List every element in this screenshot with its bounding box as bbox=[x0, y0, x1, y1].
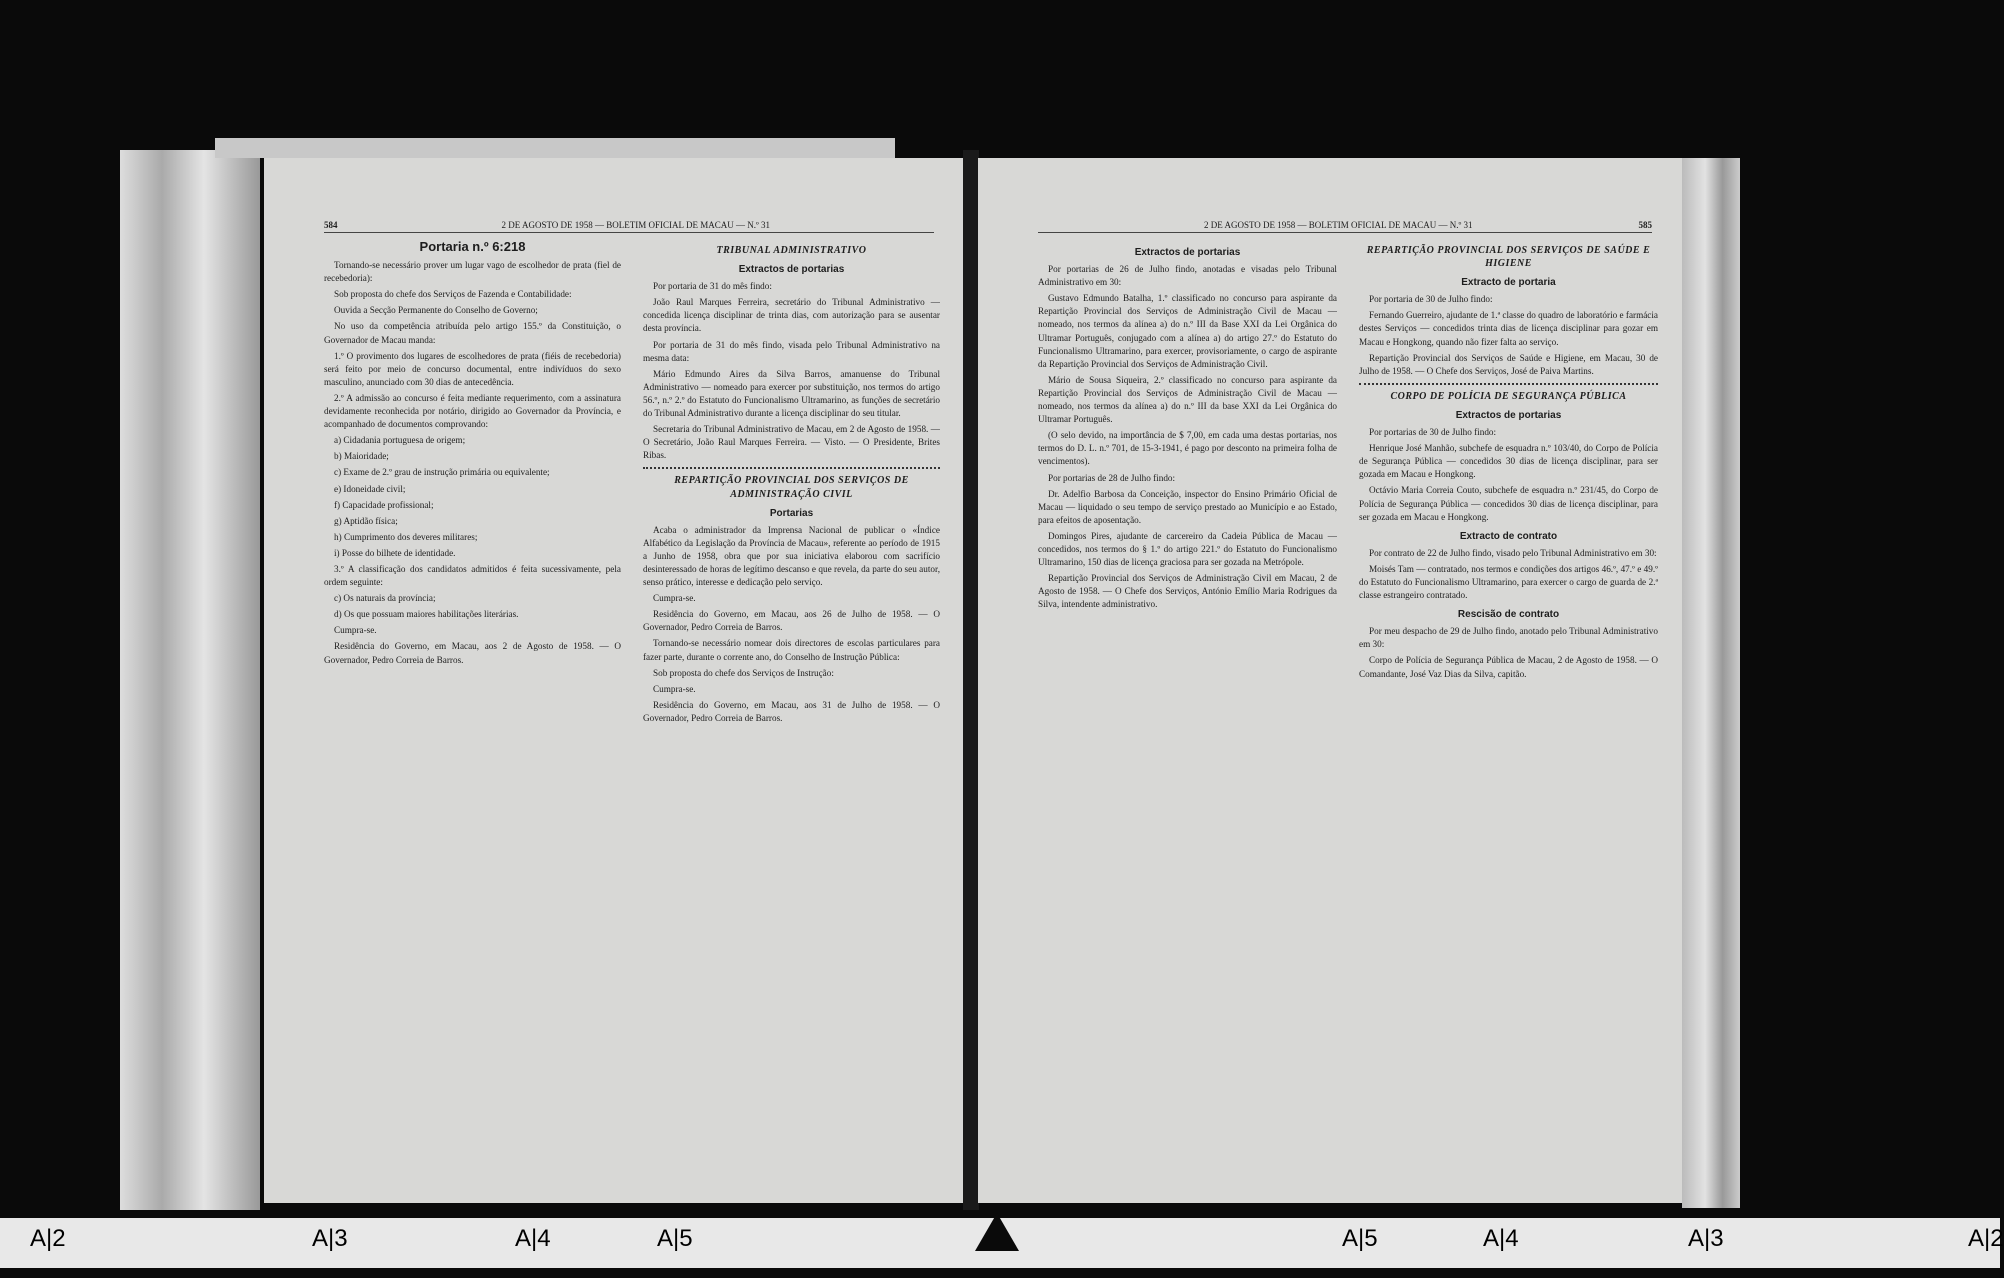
paragraph: Por portaria de 30 de Julho findo: bbox=[1369, 294, 1493, 305]
paragraph: Cumpra-se. bbox=[653, 683, 696, 694]
paragraph: Acaba o administrador da Imprensa Nacional de publicar o «Índice Alfabético da Legislação da Província de Macau», referente ao período de 1915 a Junho de 1958, obra que por sua iniciativa elaborou com sacrifício desinteressado de horas de legítimo descanso e que revela, da parte do seu autor, senso prático, interesse e dedicação pelo serviço. bbox=[643, 524, 940, 588]
frame-mark: A|2 bbox=[30, 1225, 66, 1252]
subhead-extractos-right: Extractos de portarias bbox=[1134, 247, 1241, 258]
paragraph: Por portarias de 26 de Julho findo, anotadas e visadas pelo Tribunal Administrativo em 30: bbox=[1038, 264, 1337, 288]
section-tribunal: TRIBUNAL ADMINISTRATIVO bbox=[716, 245, 867, 256]
paragraph: c) Os naturais da província; bbox=[334, 593, 436, 604]
page-edges-left bbox=[120, 150, 260, 1210]
paragraph: Tornando-se necessário nomear dois directores de escolas particulares para fazer parte, durante o corrente ano, do Conselho de Instrução Pública: bbox=[643, 638, 940, 662]
portaria-title: Portaria n.º 6:218 bbox=[419, 239, 526, 254]
paragraph: b) Maioridade; bbox=[334, 451, 389, 462]
frame-mark: A|5 bbox=[657, 1225, 693, 1252]
paragraph: No uso da competência atribuída pelo artigo 155.º da Constituição, o Governador de Macau manda: bbox=[324, 321, 621, 345]
right-column-2 bbox=[1359, 240, 1658, 684]
right-header-text: 2 DE AGOSTO DE 1958 — BOLETIM OFICIAL DE MACAU — N.º 31 bbox=[1203, 220, 1473, 230]
divider bbox=[643, 467, 940, 469]
book-gutter bbox=[963, 150, 979, 1210]
divider bbox=[1359, 383, 1658, 385]
paragraph: Corpo de Polícia de Segurança Pública de Macau, 2 de Agosto de 1958. — O Comandante, José Vaz Dias da Silva, capitão. bbox=[1359, 655, 1658, 679]
paragraph: Repartição Provincial dos Serviços de Saúde e Higiene, em Macau, 30 de Julho de 1958. — O Chefe dos Serviços, José de Paiva Martins. bbox=[1359, 352, 1658, 376]
left-page bbox=[264, 158, 964, 1203]
paragraph: Por portaria de 31 do mês findo: bbox=[653, 281, 772, 292]
paragraph: Tornando-se necessário prover um lugar vago de escolhedor de prata (fiel de recebedoria): bbox=[324, 260, 621, 284]
paragraph: Cumpra-se. bbox=[653, 593, 696, 604]
frame-mark: A|4 bbox=[1483, 1225, 1519, 1252]
paragraph: 3.º A classificação dos candidatos admitidos é feita sucessivamente, pela ordem seguinte: bbox=[324, 563, 621, 588]
subhead-rescisao: Rescisão de contrato bbox=[1457, 609, 1560, 621]
left-running-header bbox=[324, 220, 934, 233]
paragraph: h) Cumprimento dos deveres militares; bbox=[334, 531, 478, 542]
paragraph: 2.º A admissão ao concurso é feita mediante requerimento, com a assinatura devidamente reconhecida por notário, dirigido ao Governador da Província, e acompanhado de documentos comprovando: bbox=[324, 392, 621, 430]
paragraph: i) Posse do bilhete de identidade. bbox=[334, 547, 456, 558]
frame-mark: A|3 bbox=[312, 1225, 348, 1252]
paragraph: Mário Edmundo Aires da Silva Barros, amanuense do Tribunal Administrativo — nomeado para exercer por substituição, nos termos do artigo 56.º, n.º 2.º do Estatuto do Funcionalismo Ultramarino, as funções de secretário do Tribunal Administrativo durante a licença disciplinar do seu titular. bbox=[643, 368, 940, 419]
section-saude: REPARTIÇÃO PROVINCIAL DOS SERVIÇOS DE SAÚDE E HIGIENE bbox=[1366, 245, 1651, 270]
paragraph: Por portarias de 28 de Julho findo: bbox=[1048, 472, 1176, 483]
left-column-2 bbox=[643, 240, 940, 728]
paragraph: Por contrato de 22 de Julho findo, visado pelo Tribunal Administrativo em 30: bbox=[1369, 547, 1657, 558]
left-page-top-edge bbox=[215, 138, 895, 158]
paragraph: Repartição Provincial dos Serviços de Administração Civil em Macau, 2 de Agosto de 1958. — O Chefe dos Serviços, António Emílio Maria Rodrigues da Silva, intendente administrativo. bbox=[1038, 573, 1337, 610]
right-column-1 bbox=[1038, 240, 1337, 684]
subhead-extractos: Extractos de portarias bbox=[738, 264, 845, 276]
frame-mark: A|5 bbox=[1342, 1225, 1378, 1252]
paragraph: a) Cidadania portuguesa de origem; bbox=[334, 435, 466, 446]
frame-mark: A|2 bbox=[1968, 1225, 2004, 1252]
paragraph: e) Idoneidade civil; bbox=[334, 483, 406, 494]
subhead-portarias: Portarias bbox=[769, 507, 814, 519]
paragraph: Por portarias de 30 de Julho findo: bbox=[1369, 427, 1497, 438]
right-page bbox=[978, 158, 1682, 1203]
paragraph: Residência do Governo, em Macau, aos 31 de Julho de 1958. — O Governador, Pedro Correia de Barros. bbox=[643, 699, 940, 723]
right-running-header bbox=[1038, 220, 1652, 233]
paragraph: João Raul Marques Ferreira, secretário do Tribunal Administrativo — concedida licença disciplinar de trinta dias, com autorização para se ausentar desta província. bbox=[643, 297, 940, 334]
paragraph: f) Capacidade profissional; bbox=[334, 499, 434, 510]
paragraph: Por portaria de 31 do mês findo, visada pelo Tribunal Administrativo na mesma data: bbox=[643, 339, 940, 363]
subhead-extracto-portaria: Extracto de portaria bbox=[1461, 277, 1556, 289]
page-edges-right bbox=[1682, 158, 1740, 1208]
paragraph: g) Aptidão física; bbox=[334, 515, 398, 526]
frame-mark: A|4 bbox=[515, 1225, 551, 1252]
section-admin-civil: REPARTIÇÃO PROVINCIAL DOS SERVIÇOS DE ADMINISTRAÇÃO CIVIL bbox=[674, 475, 909, 500]
frame-mark: A|3 bbox=[1688, 1225, 1724, 1252]
paragraph: Octávio Maria Correia Couto, subchefe de esquadra n.º 231/45, do Corpo de Polícia de Segurança Pública — concedidos 30 dias de licença disciplinar, para ser gozada em Macau e Hongkong. bbox=[1359, 485, 1658, 522]
frame-notch bbox=[975, 1213, 1019, 1251]
paragraph: Cumpra-se. bbox=[334, 625, 377, 636]
paragraph: 1.º O provimento dos lugares de escolhedores de prata (fiéis de recebedoria) será feito por meio de concurso documental, entre indivíduos do sexo masculino, anunciado com 30 dias de antecedência. bbox=[324, 350, 621, 387]
subhead-extractos-policia: Extractos de portarias bbox=[1455, 409, 1562, 421]
paragraph: (O selo devido, na importância de $ 7,00, em cada uma destas portarias, nos termos do D. L. n.º 701, de 15-3-1941, é pago por desconto na primeira folha de vencimentos). bbox=[1038, 430, 1337, 467]
left-column-1 bbox=[324, 240, 621, 728]
paragraph: Residência do Governo, em Macau, aos 26 de Julho de 1958. — O Governador, Pedro Correia de Barros. bbox=[643, 609, 940, 633]
paragraph: Sob proposta do chefe dos Serviços de Instrução: bbox=[653, 667, 834, 678]
paragraph: Moisés Tam — contratado, nos termos e condições dos artigos 46.º, 47.º e 49.º do Estatuto do Funcionalismo Ultramarino, para exercer o cargo de guarda de 2.ª classe estrangeiro contratado. bbox=[1359, 563, 1658, 601]
paragraph: Henrique José Manhão, subchefe de esquadra n.º 103/40, do Corpo de Polícia de Segurança Pública — concedidos 30 dias de licença disciplinar, para ser gozada em Macau e Hongkong. bbox=[1359, 443, 1658, 480]
paragraph: Fernando Guerreiro, ajudante de 1.ª classe do quadro de laboratório e farmácia destes Serviços — concedidos trinta dias de licença disciplinar para gozar em Macau e Hongkong, quando não fizer falta ao serviço. bbox=[1359, 310, 1659, 347]
paragraph: d) Os que possuam maiores habilitações literárias. bbox=[334, 609, 519, 620]
left-page-number: 584 bbox=[324, 220, 338, 230]
left-header-text: 2 DE AGOSTO DE 1958 — BOLETIM OFICIAL DE MACAU — N.º 31 bbox=[501, 220, 771, 230]
section-policia: CORPO DE POLÍCIA DE SEGURANÇA PÚBLICA bbox=[1390, 390, 1627, 402]
paragraph: Dr. Adelfio Barbosa da Conceição, inspector do Ensino Primário Oficial de Macau — liquidado o seu tempo de serviço prestado ao Município e ao Estado, para efeitos de aposentação. bbox=[1038, 488, 1337, 525]
paragraph: Domingos Pires, ajudante de carcereiro da Cadeia Pública de Macau — concedidos, nos termos do § 1.º do artigo 221.º do Estatuto do Funcionalismo Ultramarino, 150 dias de licença graciosa para ser gozada na Metrópole. bbox=[1038, 530, 1337, 568]
paragraph: Ouvida a Secção Permanente do Conselho de Governo; bbox=[334, 305, 538, 316]
paragraph: c) Exame de 2.º grau de instrução primária ou equivalente; bbox=[334, 467, 550, 478]
subhead-contrato: Extracto de contrato bbox=[1459, 530, 1558, 542]
paragraph: Sob proposta do chefe dos Serviços de Fazenda e Contabilidade: bbox=[334, 289, 572, 300]
paragraph: Residência do Governo, em Macau, aos 2 de Agosto de 1958. — O Governador, Pedro Correia de Barros. bbox=[324, 641, 621, 665]
paragraph: Por meu despacho de 29 de Julho findo, anotado pelo Tribunal Administrativo em 30: bbox=[1359, 626, 1658, 650]
paragraph: Secretaria do Tribunal Administrativo de Macau, em 2 de Agosto de 1958. — O Secretário, João Raul Marques Ferreira. — Visto. — O Presidente, Brites Ribas. bbox=[643, 424, 940, 461]
paragraph: Mário de Sousa Siqueira, 2.º classificado no concurso para aspirante da Repartição Provincial dos Serviços de Administração Civil de Macau — nomeado, nos termos da alínea a) do n.º III da base XXI da Lei Orgânica do Ultramar Português. bbox=[1038, 374, 1337, 425]
paragraph: Gustavo Edmundo Batalha, 1.º classificado no concurso para aspirante da Repartição Provincial dos Serviços de Administração Civil de Macau — nomeado, nos termos da alínea a) do n.º III da Base XXI da Lei Orgânica do Ultramar Português, conjugado com a alínea a) do artigo 27.º do Estatuto do Funcionalismo Ultramarino, para exercer, provisoriamente, o cargo de aspirante da Repartição Provincial dos Serviços de Administração Civil. bbox=[1038, 293, 1337, 369]
right-page-number: 585 bbox=[1638, 220, 1652, 230]
